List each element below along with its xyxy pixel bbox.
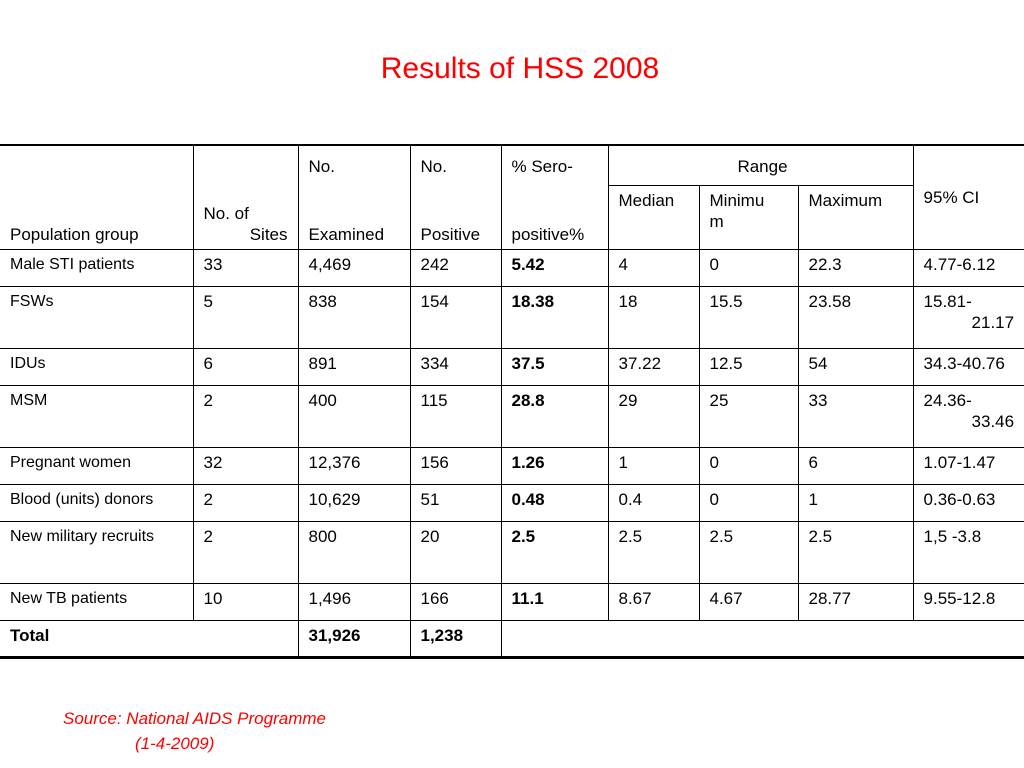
cell-sero: 0.48 [501,484,608,521]
cell-median: 2.5 [608,521,699,583]
cell-positive: 166 [410,583,501,620]
cell-max: 22.3 [798,249,913,286]
cell-max: 6 [798,447,913,484]
cell-sero: 18.38 [501,286,608,348]
cell-median: 1 [608,447,699,484]
cell-sites: 5 [193,286,298,348]
cell-ci: 24.36- 33.46 [913,385,1024,447]
cell-group: MSM [0,385,193,447]
table-row [0,484,1024,521]
cell-group: Male STI patients [0,249,193,286]
cell-sero: 28.8 [501,385,608,447]
cell-ci: 15.81- 21.17 [913,286,1024,348]
cell-min: 0 [699,447,798,484]
cell-group: New TB patients [0,583,193,620]
header-no-of-sites: No. of Sites [193,145,298,249]
cell-sites: 6 [193,348,298,385]
cell-sites: 10 [193,583,298,620]
cell-ci: 0.36-0.63 [913,484,1024,521]
total-examined: 31,926 [298,620,410,657]
cell-sites: 2 [193,385,298,447]
cell-positive: 115 [410,385,501,447]
total-empty [501,620,1024,657]
header-maximum: Maximum [798,185,913,249]
cell-examined: 1,496 [298,583,410,620]
cell-ci: 34.3-40.76 [913,348,1024,385]
cell-examined: 800 [298,521,410,583]
results-table [0,144,1024,659]
cell-sero: 37.5 [501,348,608,385]
cell-max: 2.5 [798,521,913,583]
table-row [0,249,1024,286]
header-ci: 95% CI [913,145,1024,249]
cell-median: 37.22 [608,348,699,385]
cell-sites: 33 [193,249,298,286]
table-row [0,286,1024,348]
cell-positive: 156 [410,447,501,484]
cell-positive: 334 [410,348,501,385]
total-positive: 1,238 [410,620,501,657]
table-row [0,447,1024,484]
cell-sites: 32 [193,447,298,484]
header-range: Range [608,145,913,185]
cell-median: 4 [608,249,699,286]
cell-ci: 9.55-12.8 [913,583,1024,620]
cell-sero: 1.26 [501,447,608,484]
cell-max: 54 [798,348,913,385]
table-row [0,583,1024,620]
cell-positive: 154 [410,286,501,348]
cell-examined: 838 [298,286,410,348]
cell-group: Blood (units) donors [0,484,193,521]
cell-sero: 11.1 [501,583,608,620]
cell-max: 28.77 [798,583,913,620]
table-row [0,348,1024,385]
cell-min: 15.5 [699,286,798,348]
cell-ci: 1.07-1.47 [913,447,1024,484]
cell-group: FSWs [0,286,193,348]
cell-sero: 5.42 [501,249,608,286]
cell-group: IDUs [0,348,193,385]
cell-max: 23.58 [798,286,913,348]
cell-examined: 12,376 [298,447,410,484]
source-line2: (1-4-2009) [135,734,215,753]
cell-ci: 4.77-6.12 [913,249,1024,286]
cell-group: Pregnant women [0,447,193,484]
cell-examined: 4,469 [298,249,410,286]
header-no-positive: No. Positive [410,145,501,249]
header-no-examined: No. Examined [298,145,410,249]
cell-median: 0.4 [608,484,699,521]
cell-positive: 20 [410,521,501,583]
cell-examined: 10,629 [298,484,410,521]
cell-median: 18 [608,286,699,348]
cell-positive: 51 [410,484,501,521]
header-population-group: Population group [0,145,193,249]
cell-min: 4.67 [699,583,798,620]
cell-ci: 1,5 -3.8 [913,521,1024,583]
cell-group: New military recruits [0,521,193,583]
header-sero-positive: % Sero- positive% [501,145,608,249]
cell-examined: 891 [298,348,410,385]
cell-min: 25 [699,385,798,447]
cell-max: 33 [798,385,913,447]
cell-min: 12.5 [699,348,798,385]
header-median: Median [608,185,699,249]
cell-sites: 2 [193,521,298,583]
table-row [0,385,1024,447]
cell-sero: 2.5 [501,521,608,583]
table-row [0,521,1024,583]
cell-median: 8.67 [608,583,699,620]
cell-min: 0 [699,484,798,521]
total-label: Total [0,620,298,657]
cell-examined: 400 [298,385,410,447]
cell-positive: 242 [410,249,501,286]
source-line1: Source: National AIDS Programme [63,709,326,728]
page-title: Results of HSS 2008 [380,52,660,85]
cell-min: 0 [699,249,798,286]
cell-median: 29 [608,385,699,447]
cell-min: 2.5 [699,521,798,583]
cell-sites: 2 [193,484,298,521]
cell-max: 1 [798,484,913,521]
source-note [63,706,326,756]
header-minimum: Minimu m [699,185,798,249]
